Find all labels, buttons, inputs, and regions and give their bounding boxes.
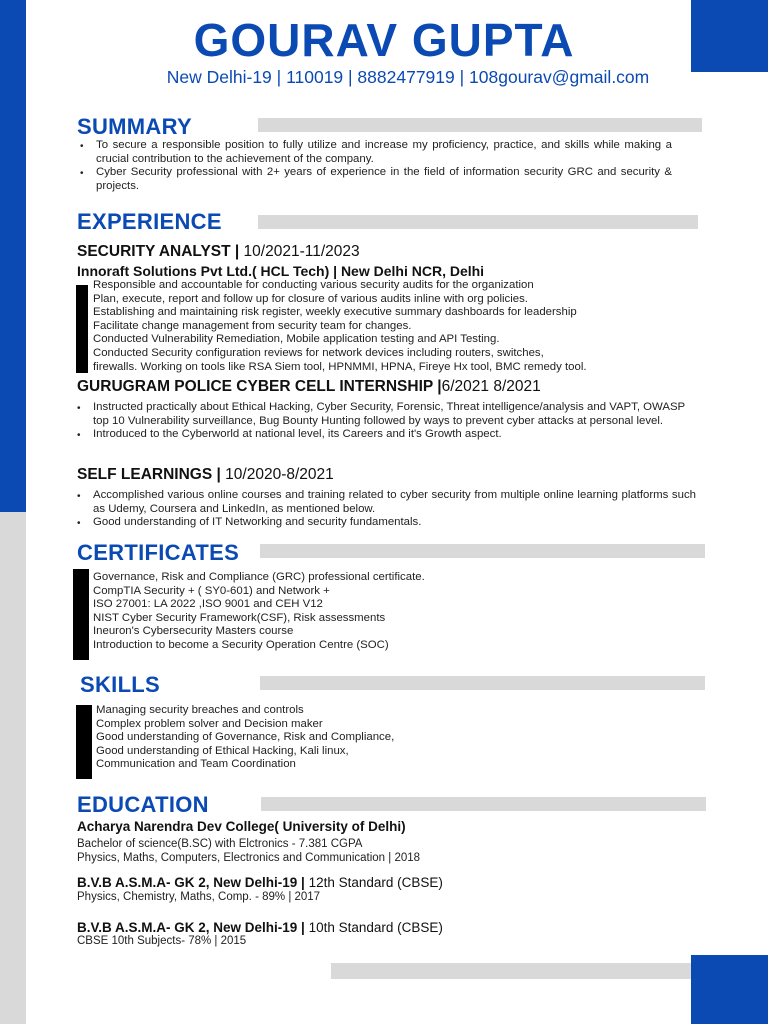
skill-item: Good understanding of Governance, Risk and Compliance,: [96, 731, 395, 744]
school-12th-detail: Physics, Chemistry, Maths, Comp. - 89% | 2017: [77, 891, 321, 903]
skill-item: Managing security breaches and controls: [96, 704, 304, 716]
bottom-grey-bar: [331, 963, 691, 979]
summary-heading: SUMMARY: [77, 114, 192, 139]
job-title-security-analyst: [77, 242, 360, 261]
school-level: 12th Standard (CBSE): [304, 875, 443, 890]
college-degree: Bachelor of science(B.SC) with Elctronics - 7.381 CGPA: [77, 838, 363, 850]
contact-line: New Delhi-19 | 110019 | 8882477919 | 108gourav@gmail.com: [166, 67, 650, 87]
duty-line: Establishing and maintaining risk register, weekly executive summary dashboards for leadership: [93, 306, 577, 319]
skill-item: Good understanding of Ethical Hacking, Kali linux,: [96, 744, 349, 757]
certificate-item: ISO 27001: LA 2022 ,ISO 9001 and CEH V12: [93, 598, 323, 611]
duty-line: Facilitate change management from security team for changes.: [93, 319, 412, 332]
school-12th-heading: [77, 874, 443, 891]
school-level: 10th Standard (CBSE): [304, 920, 443, 935]
job1-vertical-marker: [76, 285, 88, 373]
job-role: GURUGRAM POLICE CYBER CELL INTERNSHIP |: [77, 378, 442, 395]
school-10th-detail: CBSE 10th Subjects- 78% | 2015: [77, 935, 247, 947]
job-organization: Innoraft Solutions Pvt Ltd.( HCL Tech) | New Delhi NCR, Delhi: [77, 263, 485, 279]
job3-duties: [73, 489, 696, 530]
job-title-internship: [77, 377, 541, 396]
job1-duties: [93, 279, 693, 374]
certificate-item: NIST Cyber Security Framework(CSF), Risk assessments: [93, 611, 386, 624]
skills-list: [96, 704, 656, 772]
education-heading: EDUCATION: [77, 792, 209, 817]
duty-item: • Accomplished various online courses and training related to cyber security from multiple online learning platforms such as Udemy, Coursera and LinkedIn, as mentioned below.: [73, 489, 696, 516]
experience-divider: [258, 215, 698, 229]
summary-item: • Cyber Security professional with 2+ years of experience in the field of information security GRC and security & projects.: [76, 166, 672, 193]
certificate-item: CompTIA Security + ( SY0-601) and Network +: [93, 584, 330, 597]
left-accent-bar-grey: [0, 512, 26, 1024]
duty-line: Conducted Security configuration reviews for network devices including routers, switches,: [93, 346, 544, 359]
resume-name: GOURAV GUPTA: [193, 14, 575, 66]
duty-item: • Good understanding of IT Networking and security fundamentals.: [73, 516, 696, 530]
school-name: B.V.B A.S.M.A- GK 2, New Delhi-19 |: [77, 875, 305, 890]
skill-item: Complex problem solver and Decision maker: [96, 717, 323, 730]
job-dates: 10/2021-11/2023: [239, 243, 360, 260]
skills-vertical-marker: [76, 705, 92, 779]
duty-line: firewalls. Working on tools like RSA Siem tool, HPNMMI, HPNA, Fireye Hx tool, BMC remedy tool.: [93, 360, 587, 373]
skills-divider: [260, 676, 705, 690]
school-name: B.V.B A.S.M.A- GK 2, New Delhi-19 |: [77, 920, 305, 935]
experience-heading: EXPERIENCE: [77, 209, 222, 234]
certificates-vertical-marker: [73, 569, 89, 660]
certificates-heading: CERTIFICATES: [77, 540, 240, 565]
job-dates: 6/2021 8/2021: [441, 378, 541, 395]
job2-duties: [73, 401, 695, 442]
summary-list: [76, 139, 672, 193]
duty-line: Responsible and accountable for conducting various security audits for the organization: [93, 279, 534, 291]
duty-item: • Introduced to the Cyberworld at national level, its Careers and it's Growth aspect.: [73, 428, 695, 442]
education-divider: [261, 797, 706, 811]
certificates-list: [93, 571, 653, 653]
duty-item: • Instructed practically about Ethical Hacking, Cyber Security, Forensic, Threat intelligence/analysis and VAPT, OWASP top 10 Vulnerability surveillance, Bug Bounty Hunting followed by ways to prevent cyber attacks at personal level.: [73, 401, 695, 428]
summary-divider: [258, 118, 702, 132]
job-title-self-learnings: [77, 465, 334, 484]
job-role: SECURITY ANALYST |: [77, 243, 240, 260]
certificate-item: Governance, Risk and Compliance (GRC) professional certificate.: [93, 571, 425, 583]
skill-item: Communication and Team Coordination: [96, 758, 296, 771]
skills-heading: SKILLS: [80, 672, 161, 697]
summary-item: • To secure a responsible position to fully utilize and increase my proficiency, practice, and skills while making a crucial contribution to the achievement of the company.: [76, 139, 672, 166]
bottom-right-accent-block: [691, 955, 768, 1024]
certificate-item: Introduction to become a Security Operation Centre (SOC): [93, 638, 389, 651]
job-role: SELF LEARNINGS |: [77, 466, 221, 483]
certificate-item: Ineuron's Cybersecurity Masters course: [93, 625, 294, 638]
duty-line: Conducted Vulnerability Remediation, Mobile application testing and API Testing.: [93, 333, 500, 346]
college-subjects: Physics, Maths, Computers, Electronics and Communication | 2018: [77, 852, 421, 864]
job-dates: 10/2020-8/2021: [220, 466, 334, 483]
college-name: Acharya Narendra Dev College( University of Delhi): [77, 819, 406, 834]
certificates-divider: [260, 544, 705, 558]
duty-line: Plan, execute, report and follow up for closure of various audits inline with org policies.: [93, 292, 528, 305]
